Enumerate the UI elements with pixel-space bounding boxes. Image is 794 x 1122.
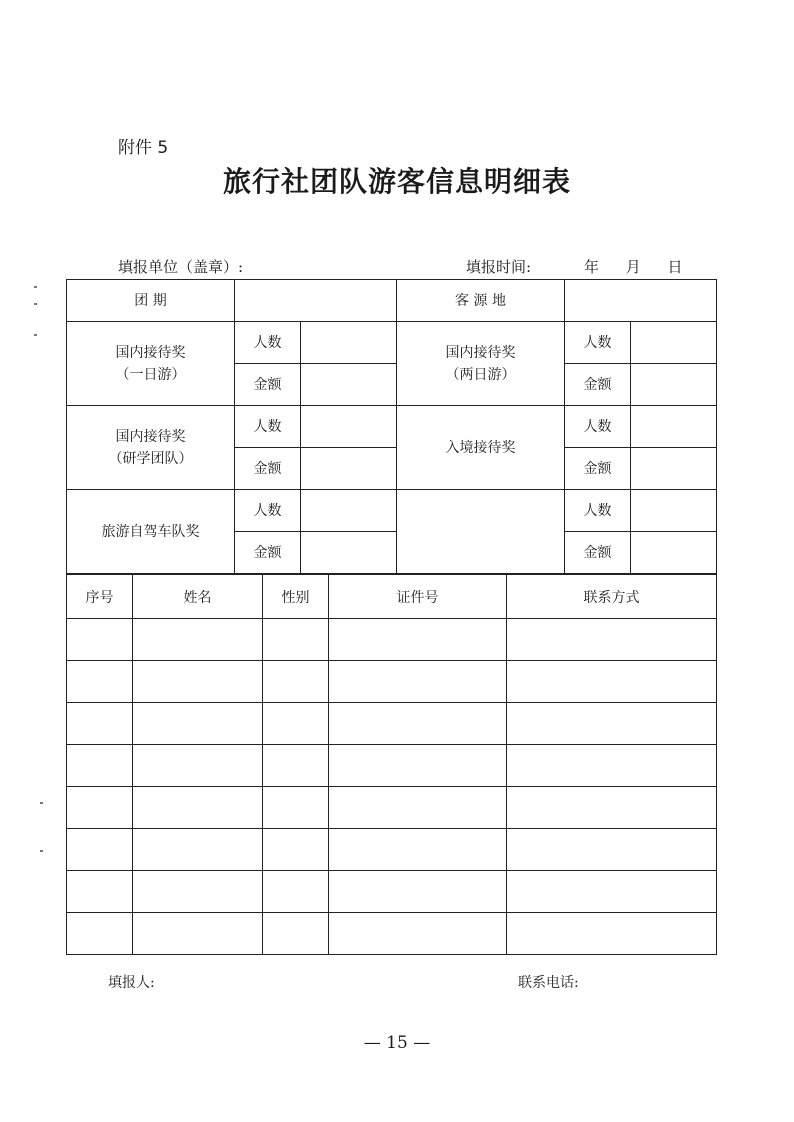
contact-cell[interactable] (507, 871, 717, 913)
scan-mark (40, 850, 43, 852)
self-drive-label: 旅游自驾车队奖 (67, 490, 235, 574)
scan-mark (34, 303, 37, 305)
origin-field[interactable] (565, 280, 717, 322)
amount-field[interactable] (631, 448, 717, 490)
people-label: 人数 (565, 406, 631, 448)
id-number-cell[interactable] (329, 787, 507, 829)
header-contact: 联系方式 (507, 575, 717, 619)
gender-cell[interactable] (263, 619, 329, 661)
serial-cell[interactable] (67, 871, 133, 913)
gender-cell[interactable] (263, 703, 329, 745)
table-row (67, 703, 717, 745)
fill-time-label: 填报时间: (466, 258, 532, 276)
contact-cell[interactable] (507, 745, 717, 787)
gender-cell[interactable] (263, 913, 329, 955)
amount-label: 金额 (565, 364, 631, 406)
table-row (67, 619, 717, 661)
id-number-cell[interactable] (329, 829, 507, 871)
award-form-table (66, 279, 717, 574)
contact-cell[interactable] (507, 703, 717, 745)
domestic-day-trip-label: 国内接待奖 （一日游） (67, 322, 235, 406)
id-number-cell[interactable] (329, 913, 507, 955)
name-cell[interactable] (133, 661, 263, 703)
amount-label: 金额 (235, 532, 301, 574)
contact-cell[interactable] (507, 619, 717, 661)
table-row (67, 661, 717, 703)
attachment-label: 附件 5 (118, 138, 169, 158)
amount-field[interactable] (631, 364, 717, 406)
name-cell[interactable] (133, 913, 263, 955)
people-label: 人数 (565, 322, 631, 364)
amount-field[interactable] (301, 532, 397, 574)
amount-label: 金额 (235, 448, 301, 490)
page-number: — 15 — (363, 1033, 431, 1053)
group-period-label: 团 期 (67, 280, 235, 322)
serial-cell[interactable] (67, 913, 133, 955)
filler-label: 填报人: (108, 975, 155, 991)
tourist-list-table (66, 574, 717, 955)
people-field[interactable] (301, 406, 397, 448)
people-field[interactable] (631, 490, 717, 532)
date-labels: 年 月 日 (584, 258, 683, 276)
id-number-cell[interactable] (329, 703, 507, 745)
gender-cell[interactable] (263, 871, 329, 913)
serial-cell[interactable] (67, 619, 133, 661)
scan-mark (40, 802, 43, 804)
people-label: 人数 (235, 406, 301, 448)
name-cell[interactable] (133, 787, 263, 829)
contact-cell[interactable] (507, 913, 717, 955)
name-cell[interactable] (133, 871, 263, 913)
gender-cell[interactable] (263, 745, 329, 787)
name-cell[interactable] (133, 745, 263, 787)
gender-cell[interactable] (263, 787, 329, 829)
table-header-row (67, 575, 717, 619)
people-field[interactable] (301, 322, 397, 364)
table-row (67, 829, 717, 871)
id-number-cell[interactable] (329, 661, 507, 703)
blank-cell (397, 490, 565, 574)
contact-cell[interactable] (507, 787, 717, 829)
header-id-number: 证件号 (329, 575, 507, 619)
name-cell[interactable] (133, 703, 263, 745)
people-label: 人数 (235, 490, 301, 532)
amount-label: 金额 (235, 364, 301, 406)
people-field[interactable] (631, 322, 717, 364)
scan-mark (34, 334, 37, 336)
amount-field[interactable] (631, 532, 717, 574)
amount-label: 金额 (565, 532, 631, 574)
phone-label: 联系电话: (518, 975, 579, 991)
inbound-label: 入境接待奖 (397, 406, 565, 490)
amount-field[interactable] (301, 448, 397, 490)
id-number-cell[interactable] (329, 871, 507, 913)
header-name: 姓名 (133, 575, 263, 619)
scan-mark (34, 286, 37, 288)
people-field[interactable] (301, 490, 397, 532)
gender-cell[interactable] (263, 661, 329, 703)
people-field[interactable] (631, 406, 717, 448)
amount-label: 金额 (565, 448, 631, 490)
people-label: 人数 (235, 322, 301, 364)
domestic-two-day-label: 国内接待奖 （两日游） (397, 322, 565, 406)
contact-cell[interactable] (507, 661, 717, 703)
table-row (67, 787, 717, 829)
serial-cell[interactable] (67, 703, 133, 745)
table-row (67, 871, 717, 913)
header-serial: 序号 (67, 575, 133, 619)
group-period-field[interactable] (235, 280, 397, 322)
serial-cell[interactable] (67, 787, 133, 829)
contact-cell[interactable] (507, 829, 717, 871)
domestic-study-label: 国内接待奖 （研学团队） (67, 406, 235, 490)
table-row (67, 913, 717, 955)
gender-cell[interactable] (263, 829, 329, 871)
name-cell[interactable] (133, 829, 263, 871)
amount-field[interactable] (301, 364, 397, 406)
serial-cell[interactable] (67, 661, 133, 703)
people-label: 人数 (565, 490, 631, 532)
id-number-cell[interactable] (329, 745, 507, 787)
serial-cell[interactable] (67, 745, 133, 787)
id-number-cell[interactable] (329, 619, 507, 661)
page-title: 旅行社团队游客信息明细表 (222, 165, 571, 198)
origin-label: 客 源 地 (397, 280, 565, 322)
header-gender: 性别 (263, 575, 329, 619)
fill-unit-label: 填报单位（盖章）: (118, 258, 244, 276)
serial-cell[interactable] (67, 829, 133, 871)
table-row (67, 745, 717, 787)
name-cell[interactable] (133, 619, 263, 661)
